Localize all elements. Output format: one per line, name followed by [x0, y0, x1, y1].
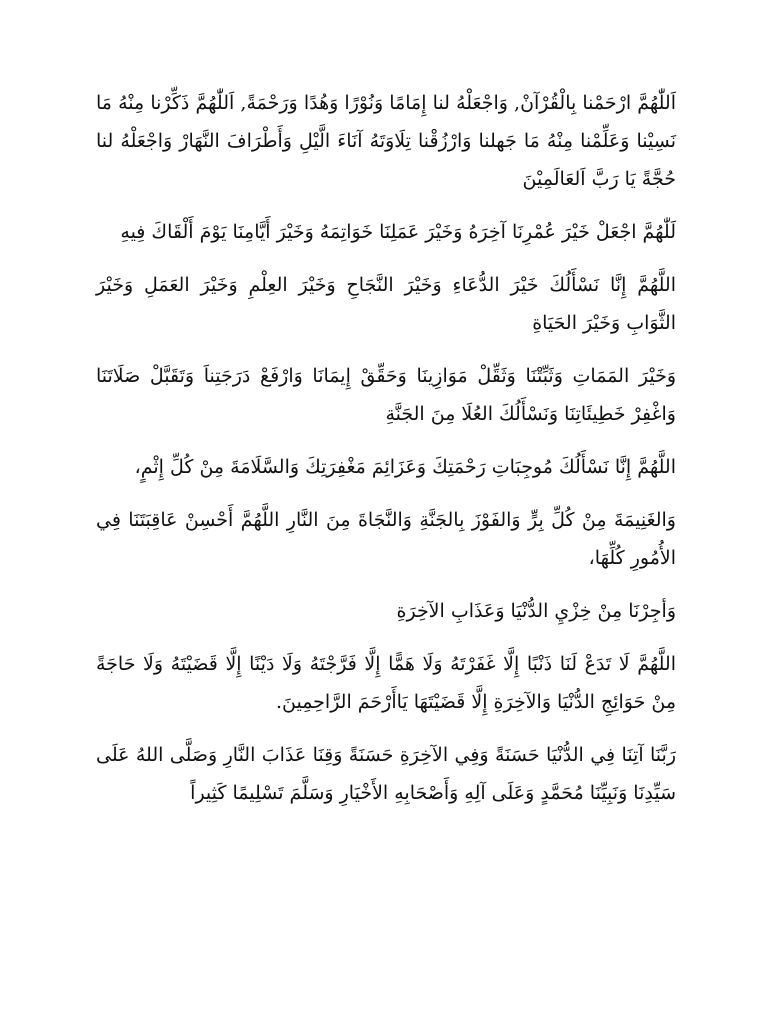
- paragraph-mercy-forgiveness: اللَّهُمَّ إِنَّا نَسْأَلُكَ مُوجِبَاتِ رَحْمَتِكَ وَعَزَائِمَ مَغْفِرَتِكَ وَالسَّلَامَةَ مِنْ كُلِّ إِثْمٍ،: [134, 456, 676, 478]
- paragraph-needs-fulfilled: اللَّهُمَّ لَا تَدَعْ لَنَا ذَنْبًا إِلَّا غَفَرْتَهُ وَلَا هَمًّا إِلَّا فَرَّجْتَهُ وَلَا دَيْنًا إِلَّا قَضَيْتَهُ وَلَا حَاجَةً مِنْ حَوَائِجِ الدُّنْيَا وَالآخِرَةِ إِلَّا قَضَيْتَهَا يَاأَرْحَمَ الرَّاحِمِينَ.: [96, 653, 676, 713]
- paragraph-paradise-success: وَالغَنِيمَةَ مِنْ كُلِّ بِرٍّ وَالفَوْزَ بِالجَنَّةِ وَالنَّجَاةَ مِنَ النَّارِ اللَّهُمَّ أَحْسِنْ عَاقِبَتَنَا فِي الأُمُورِ كُلِّهَا،: [96, 509, 676, 569]
- paragraph-protection: وَأجِرْنَا مِنْ خِزْيِ الدُّنْيَا وَعَذَابِ الآخِرَةِ: [396, 600, 676, 622]
- prayer-text: [96, 84, 676, 827]
- paragraph-best-death: وَخَيْرَ المَمَاتِ وَثَبِّتْنَا وَثَقِّلْ مَوَازِينَا وَحَقِّقْ إِيمَانَا وَارْفَعْ دَرَجَتِناَ وَتَقَبَّلْ صَلَاتَنَا وَاغْفِرْ خَطِيئَاتِنَا وَنَسْأَلُكَ العُلَا مِنَ الجَنَّةِ: [96, 365, 676, 425]
- paragraph-quran-prayer: اَللّٰهُمَّ ارْحَمْنا بِالْقُرْآنْ, وَاجْعَلْهُ لنا إِمَامًا وَنُوْرًا وَهُدًا وَرَحْمَةً, اَللّٰهُمَّ ذَكِّرْنا مِنْهُ مَا نَسِيْنا وَعَلِّمْنا مِنْهُ مَا جَهلنا وَارْزُقْنا تِلَاوَتَهُ آنَاءَ الَّيْلِ وَأَطْرَافَ النَّهَارْ وَاجْعَلْهُ لنا حُجَّةً يَا رَبَّ اَلعَالَمِيْنَ: [96, 92, 676, 190]
- paragraph-best-life: لَلّٰهُمَّ اجْعَلْ خَيْرَ عُمْرِنَا آخِرَهُ وَخَيْرَ عَمَلِنَا خَوَاتِمَهُ وَخَيْرَ أَيَّامِنَا يَوْمَ أَلْقَاكَ فِيهِ: [120, 221, 676, 243]
- paragraph-closing-salawat: رَبَّنَا آتِنَا فِي الدُّنْيَا حَسَنَةً وَفِي الآخِرَةِ حَسَنَةً وَقِنَا عَذَابَ النَّارِ وَصَلَّى اللهُ عَلَى سَيِّدِنَا وَنَبِيِّنَا مُحَمَّدٍ وَعَلَى آلِهِ وَأَصْحَابِهِ الأَخْيَارِ وَسَلَّمَ تَسْلِيمًا كَثِيراً: [96, 744, 676, 804]
- paragraph-best-supplication: اللَّهُمَّ إِنَّا نَسْأَلُكَ خَيْرَ الدُّعَاءِ وَخَيْرَ النَّجَاحِ وَخَيْرَ العِلْمِ وَخَيْرَ العَمَلِ وَخَيْرَ الثَّوَابِ وَخَيْرَ الحَيَاةِ: [96, 274, 676, 334]
